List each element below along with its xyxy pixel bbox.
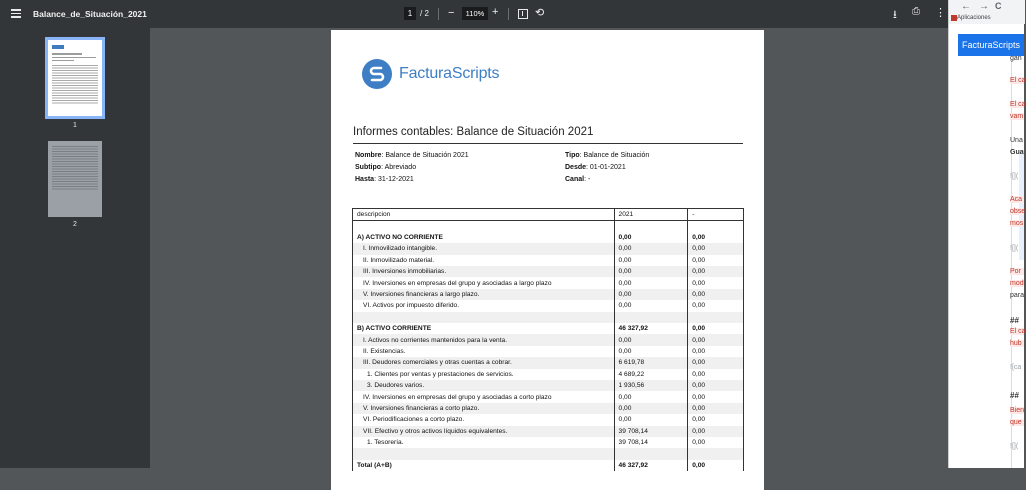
table-row <box>353 232 744 243</box>
editor-text-line: ![]( <box>1010 443 1019 450</box>
facturascripts-popup[interactable]: FacturaScripts <box>958 34 1024 56</box>
editor-text-line: que <box>1010 419 1024 426</box>
table-row <box>353 414 744 425</box>
row-value-2021: 1 930,56 <box>614 380 688 391</box>
meta-nombre: Nombre: Balance de Situación 2021 <box>355 152 469 159</box>
download-icon[interactable]: ⭳ <box>893 9 897 21</box>
row-value-previous: 0,00 <box>688 266 744 277</box>
row-value-2021: 39 708,14 <box>614 437 688 448</box>
page-thumbnail-2[interactable] <box>48 141 102 217</box>
row-value-previous: 0,00 <box>688 277 744 288</box>
row-value-2021: 0,00 <box>614 334 688 345</box>
fit-to-page-icon[interactable] <box>518 9 528 19</box>
title-divider <box>353 143 743 144</box>
row-value-2021: 46 327,92 <box>614 323 688 334</box>
row-description: I. Activos no corrientes mantenidos para la venta. <box>353 334 615 345</box>
menu-icon[interactable] <box>11 9 21 18</box>
row-description: III. Inversiones inmobiliarias. <box>353 266 615 277</box>
thumbnail-sidebar <box>0 28 150 468</box>
editor-text-line: Gua <box>1010 149 1024 156</box>
thumbnail-label: 2 <box>73 221 77 228</box>
reload-icon[interactable]: C <box>995 1 1002 11</box>
table-row <box>353 380 744 391</box>
row-value-2021: 4 689,22 <box>614 369 688 380</box>
row-description <box>353 448 615 459</box>
row-value-2021: 0,00 <box>614 403 688 414</box>
editor-text-line: gan <box>1010 55 1022 62</box>
row-value-previous: 0,00 <box>688 414 744 425</box>
row-description: 1. Clientes por ventas y prestaciones de servicios. <box>353 369 615 380</box>
column-header-2021: 2021 <box>614 209 688 221</box>
row-description: IV. Inversiones en empresas del grupo y asociadas a largo plazo <box>353 277 615 288</box>
table-row <box>353 403 744 414</box>
row-value-previous <box>688 448 744 459</box>
report-title: Informes contables: Balance de Situación 2021 <box>353 126 594 138</box>
balance-table <box>352 208 744 471</box>
editor-text-line: ## <box>1010 316 1019 325</box>
editor-text-line: vam <box>1010 113 1024 120</box>
editor-text-line: Aca <box>1010 196 1023 203</box>
row-value-2021: 0,00 <box>614 346 688 357</box>
table-row <box>353 277 744 288</box>
meta-canal: Canal: - <box>565 176 591 183</box>
editor-text-line: hub <box>1010 340 1024 347</box>
zoom-in-button[interactable]: + <box>492 6 499 18</box>
meta-hasta: Hasta: 31-12-2021 <box>355 176 414 183</box>
editor-text-line: mos <box>1010 220 1024 227</box>
table-header-row <box>353 209 744 221</box>
table-row <box>353 460 744 471</box>
meta-tipo: Tipo: Balance de Situación <box>565 152 650 159</box>
row-value-previous: 0,00 <box>688 243 744 254</box>
back-icon[interactable]: ← <box>961 1 971 12</box>
editor-text-line: obse <box>1010 208 1026 215</box>
table-row <box>353 346 744 357</box>
meta-desde: Desde: 01-01-2021 <box>565 164 626 171</box>
row-description: B) ACTIVO CORRIENTE <box>353 323 615 334</box>
row-value-previous: 0,00 <box>688 403 744 414</box>
row-description: VII. Efectivo y otros activos líquidos equivalentes. <box>353 426 615 437</box>
row-value-2021: 0,00 <box>614 414 688 425</box>
row-value-previous: 0,00 <box>688 357 744 368</box>
row-value-previous: 0,00 <box>688 391 744 402</box>
table-row <box>353 312 744 323</box>
table-row <box>353 289 744 300</box>
scrollbar[interactable] <box>1019 150 1024 260</box>
row-value-previous: 0,00 <box>688 232 744 243</box>
toolbar-divider <box>438 8 439 20</box>
editor-text-line: Una <box>1010 137 1023 144</box>
row-value-previous: 0,00 <box>688 334 744 345</box>
print-icon[interactable]: ⎙ <box>912 6 920 17</box>
page-total: / 2 <box>420 9 429 18</box>
table-row <box>353 426 744 437</box>
row-value-2021 <box>614 221 688 232</box>
row-description: VI. Activos por impuesto diferido. <box>353 300 615 311</box>
editor-text-line: El ca <box>1010 328 1026 335</box>
editor-text-line: mod <box>1010 280 1024 287</box>
forward-icon[interactable]: → <box>979 1 989 12</box>
editor-text-line: ![]( <box>1010 245 1019 252</box>
zoom-level-input[interactable]: 110% <box>462 7 488 20</box>
logo-text: FacturaScripts <box>399 65 500 82</box>
table-row <box>353 255 744 266</box>
table-row <box>353 300 744 311</box>
row-description <box>353 221 615 232</box>
table-row <box>353 391 744 402</box>
column-header-descripcion: descripcion <box>353 209 615 221</box>
row-value-previous: 0,00 <box>688 426 744 437</box>
row-value-2021 <box>614 448 688 459</box>
row-value-2021: 6 619,78 <box>614 357 688 368</box>
table-row <box>353 266 744 277</box>
row-value-previous: 0,00 <box>688 437 744 448</box>
row-value-previous: 0,00 <box>688 289 744 300</box>
row-description: V. Inversiones financieras a largo plazo. <box>353 289 615 300</box>
editor-text-line: ## <box>1010 391 1019 400</box>
row-value-previous: 0,00 <box>688 369 744 380</box>
page-number-input[interactable]: 1 <box>404 7 416 20</box>
editor-text-line: Bien <box>1010 407 1025 414</box>
facturascripts-logo-icon <box>362 59 392 89</box>
row-value-2021: 0,00 <box>614 232 688 243</box>
row-description: VI. Periodificaciones a corto plazo. <box>353 414 615 425</box>
table-row <box>353 243 744 254</box>
table-row <box>353 221 744 232</box>
row-description: 1. Tesorería. <box>353 437 615 448</box>
row-description: V. Inversiones financieras a corto plazo. <box>353 403 615 414</box>
row-description: II. Inmovilizado material. <box>353 255 615 266</box>
zoom-out-button[interactable]: − <box>448 7 455 19</box>
table-row <box>353 448 744 459</box>
more-options-icon[interactable]: ⋮ <box>935 7 946 19</box>
row-value-previous: 0,00 <box>688 323 744 334</box>
row-value-previous: 0,00 <box>688 255 744 266</box>
table-row <box>353 334 744 345</box>
row-description: 3. Deudores varios. <box>353 380 615 391</box>
toolbar-divider <box>508 8 509 20</box>
row-value-2021: 0,00 <box>614 391 688 402</box>
row-value-previous: 0,00 <box>688 460 744 471</box>
editor-text-line: para <box>1010 292 1025 299</box>
editor-text-line: El ca <box>1010 101 1026 108</box>
row-value-2021: 0,00 <box>614 289 688 300</box>
row-value-2021: 39 708,14 <box>614 426 688 437</box>
pdf-toolbar <box>0 0 948 28</box>
editor-text-line: ![]( <box>1010 173 1019 180</box>
thumbnail-label: 1 <box>73 122 77 129</box>
row-description: IV. Inversiones en empresas del grupo y asociadas a corto plazo <box>353 391 615 402</box>
row-description: A) ACTIVO NO CORRIENTE <box>353 232 615 243</box>
editor-text-line: ![ca <box>1010 364 1022 371</box>
row-value-previous: 0,00 <box>688 380 744 391</box>
row-value-previous: 0,00 <box>688 300 744 311</box>
row-value-2021: 0,00 <box>614 277 688 288</box>
table-row <box>353 369 744 380</box>
document-title: Balance_de_Situación_2021 <box>33 9 147 19</box>
row-value-2021: 0,00 <box>614 300 688 311</box>
table-row <box>353 323 744 334</box>
row-value-2021: 0,00 <box>614 255 688 266</box>
editor-text-line: El ca <box>1010 77 1026 84</box>
browser-toolbar <box>949 0 1025 24</box>
row-description: I. Inmovilizado intangible. <box>353 243 615 254</box>
page-thumbnail-1[interactable] <box>48 40 102 116</box>
row-description: Total (A+B) <box>353 460 615 471</box>
row-value-2021 <box>614 312 688 323</box>
pdf-viewer[interactable] <box>150 28 948 468</box>
row-value-2021: 0,00 <box>614 243 688 254</box>
table-row <box>353 437 744 448</box>
row-description: III. Deudores comerciales y otras cuentas a cobrar. <box>353 357 615 368</box>
meta-subtipo: Subtipo: Abreviado <box>355 164 417 171</box>
rotate-icon[interactable]: ⟲ <box>535 7 545 19</box>
editor-text-line: Por <box>1010 268 1024 275</box>
table-row <box>353 357 744 368</box>
balance-table-body <box>353 221 744 472</box>
row-value-previous <box>688 221 744 232</box>
row-value-2021: 46 327,92 <box>614 460 688 471</box>
pdf-page <box>331 30 764 490</box>
row-description: II. Existencias. <box>353 346 615 357</box>
row-value-2021: 0,00 <box>614 266 688 277</box>
row-description <box>353 312 615 323</box>
column-header-previous: - <box>688 209 744 221</box>
bookmark-aplicaciones[interactable]: Aplicaciones <box>957 15 991 21</box>
thumbnail-logo <box>52 45 64 49</box>
row-value-previous <box>688 312 744 323</box>
row-value-previous: 0,00 <box>688 346 744 357</box>
